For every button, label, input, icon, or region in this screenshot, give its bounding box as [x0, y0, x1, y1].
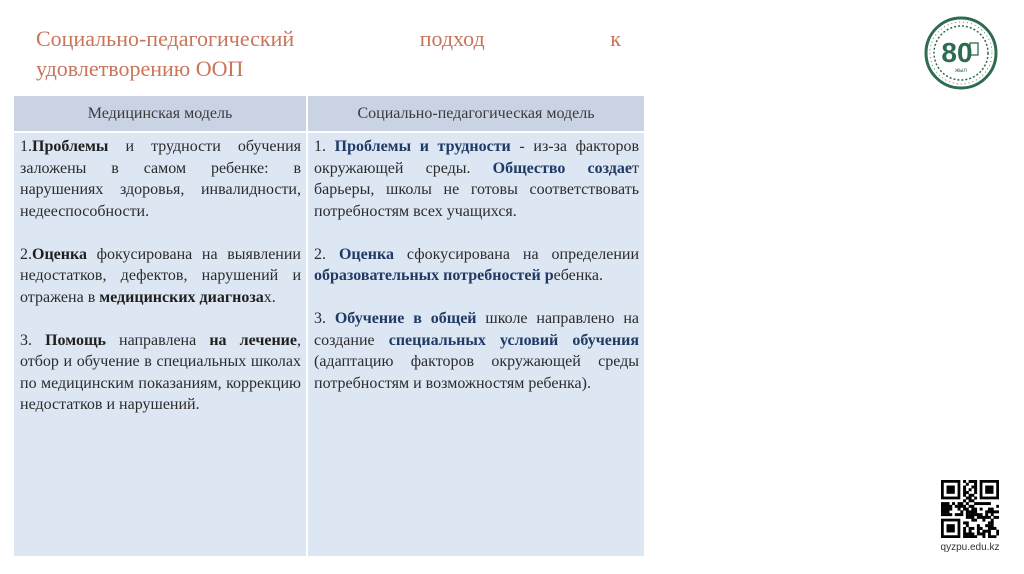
- column-header-medical-model: Медицинская модель: [14, 96, 306, 131]
- logo-number: 80: [941, 37, 973, 68]
- slide-title-line2: удовлетворению ООП: [36, 56, 244, 81]
- emphasis-text: специальных условий обучения: [388, 331, 639, 349]
- website-url: qyzpu.edu.kz: [940, 542, 1000, 553]
- medical-model-column: [14, 133, 306, 556]
- body-text: х.: [263, 288, 276, 306]
- column-header-social-pedagogical-model: Социально-педагогическая модель: [308, 96, 644, 131]
- body-text: фокусирована на выявлении недостатков, дефектов, нарушений и отражена в: [20, 245, 301, 306]
- medical-point-3: [20, 330, 301, 416]
- body-text: 2.: [20, 245, 32, 263]
- body-text: и трудности обучения заложены в самом ребенке: в нарушениях здоровья, инвалидности, недееспособности.: [20, 138, 301, 220]
- social-point-2: [314, 244, 639, 287]
- emphasis-text: образовательных потребностей р: [314, 267, 554, 284]
- social-point-1: [314, 136, 639, 222]
- body-text: 1.: [20, 138, 32, 155]
- emphasis-text: Помощь: [45, 331, 106, 349]
- slide-title: [36, 24, 621, 84]
- body-text: ебенка.: [553, 267, 603, 284]
- social-point-3: [314, 308, 639, 394]
- body-text: , отбор и обучение в специальных школах по медицинским показаниям, коррекцию недостатков и нарушений.: [20, 331, 301, 413]
- emphasis-text: Проблемы: [32, 138, 109, 155]
- medical-point-1: [20, 136, 301, 222]
- title-word-2: подход: [419, 26, 485, 51]
- body-text: школе направлено на создание: [314, 310, 640, 349]
- body-text: т барьеры, школы не готовы соответствовать потребностям всех учащихся.: [314, 159, 639, 220]
- body-text: сфокусирована на определении: [393, 245, 639, 263]
- body-text: 3.: [20, 331, 46, 349]
- emphasis-text: медицинских диагноза: [99, 288, 264, 306]
- body-text: 1.: [314, 138, 335, 155]
- body-text: (адаптацию факторов окружающей среды потребностям и возможностям ребенка).: [314, 353, 639, 392]
- emphasis-text: на лечение: [209, 331, 297, 349]
- social-pedagogical-model-column: [308, 133, 644, 556]
- title-word-3: к: [610, 26, 621, 51]
- emphasis-text: Оценка: [338, 245, 394, 263]
- emphasis-text: Обучение в общей: [334, 310, 477, 327]
- medical-point-2: [20, 244, 301, 309]
- title-word-1: Социально-педагогический: [36, 26, 295, 51]
- emphasis-text: Проблемы и трудности: [334, 138, 511, 155]
- body-text: 2.: [314, 245, 339, 263]
- logo-label: жыл: [955, 68, 967, 74]
- body-text: направлена: [105, 331, 210, 349]
- qr-code-icon: [941, 480, 999, 538]
- body-text: 3.: [314, 310, 335, 327]
- emphasis-text: Оценка: [32, 245, 87, 263]
- comparison-table: [14, 96, 644, 556]
- emphasis-text: Общество создае: [492, 159, 632, 177]
- body-text: - из-за факторов окружающей среды.: [314, 138, 640, 177]
- university-anniversary-logo: [924, 16, 998, 90]
- slide-title-line1: [36, 24, 621, 54]
